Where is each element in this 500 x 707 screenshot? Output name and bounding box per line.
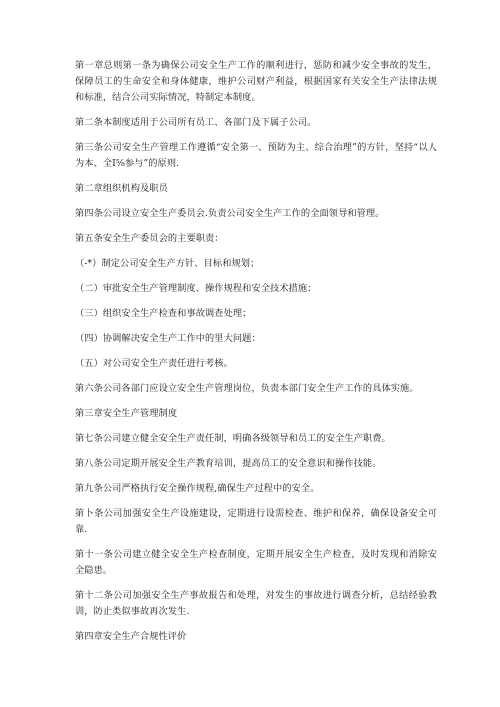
- paragraph-article-5: 第五条安全生产委员会的主要职责：: [75, 233, 224, 244]
- list-item-duty-5: （五）对公司安全生产责任进行考核。: [75, 358, 233, 369]
- chapter-heading-3: 第三章安全生产管理制度: [75, 408, 178, 419]
- list-item-duty-2: （二）审批安全生产管理制度、操作规程和安全技术措施；: [75, 283, 317, 294]
- paragraph-article-12: 第十二条公司加强安全生产事故报告和处理，对发生的事故进行调查分析，总结经验教训，防止类似事故再次发生.: [75, 590, 437, 617]
- chapter-heading-2: 第二章组织机构及职员: [75, 183, 168, 194]
- paragraph-article-2: 第二条本制度适用于公司所有员工、各部门及下属子公司。: [75, 117, 317, 128]
- list-item-duty-1: （-*）制定公司安全生产方针、目标和规划；: [75, 258, 260, 269]
- document-body: [75, 58, 437, 654]
- paragraph-article-3: 第三条公司安全生产管理工作遵循“安全第一、预防为主、综合治理”的方针，坚持“以人为本、全I⅝参与”的原则.: [75, 142, 437, 169]
- paragraph-article-11: 第十一条公司建立健全安全生产检查制度，定期开展安全生产检查，及时发现和消除安全隐患。: [75, 549, 437, 576]
- paragraph-article-4: 第四条公司设立安全生产委员会.负责公司安全生产工作的全面领导和管理。: [75, 208, 385, 219]
- paragraph-article-9: 第九条公司严格执行安全操作规程,确保生产过程中的安全。: [75, 483, 320, 494]
- chapter-heading-4: 第四章安全生产合规性评价: [75, 631, 187, 642]
- list-item-duty-4: （四）协调解决安全生产工作中的里大问题：: [75, 333, 261, 344]
- paragraph-article-8: 第八条公司定期开展安全生产教育培训，提高员工的安全意识和操作技能。: [75, 458, 382, 469]
- paragraph-article-7: 第七条公司建立健全安全生产责任制，明确各级领导和员工的安全生产职费。: [75, 433, 391, 444]
- list-item-duty-3: （三）组织安全生产检查和事故调查处理；: [75, 308, 252, 319]
- paragraph-article-10: 第卜条公司加强安全生产设施建设，定期进行设需检查、维护和保养，确保设备安全可靠.: [75, 508, 437, 535]
- paragraph-article-1: 第一章总则第一条为确保公司安全生产工作的顺利进行，惩防和减少安全事故的发生，保障员工的生命安全和身体健康，维护公司财产利益，根据国家有关安全生产法律法规和标准，结合公司实际情况，特制定本制度。: [75, 60, 437, 103]
- paragraph-article-6: 第六条公司各部门应设立安全生产管理岗位，负责本部门安全生产工作的具体实施。: [75, 383, 419, 394]
